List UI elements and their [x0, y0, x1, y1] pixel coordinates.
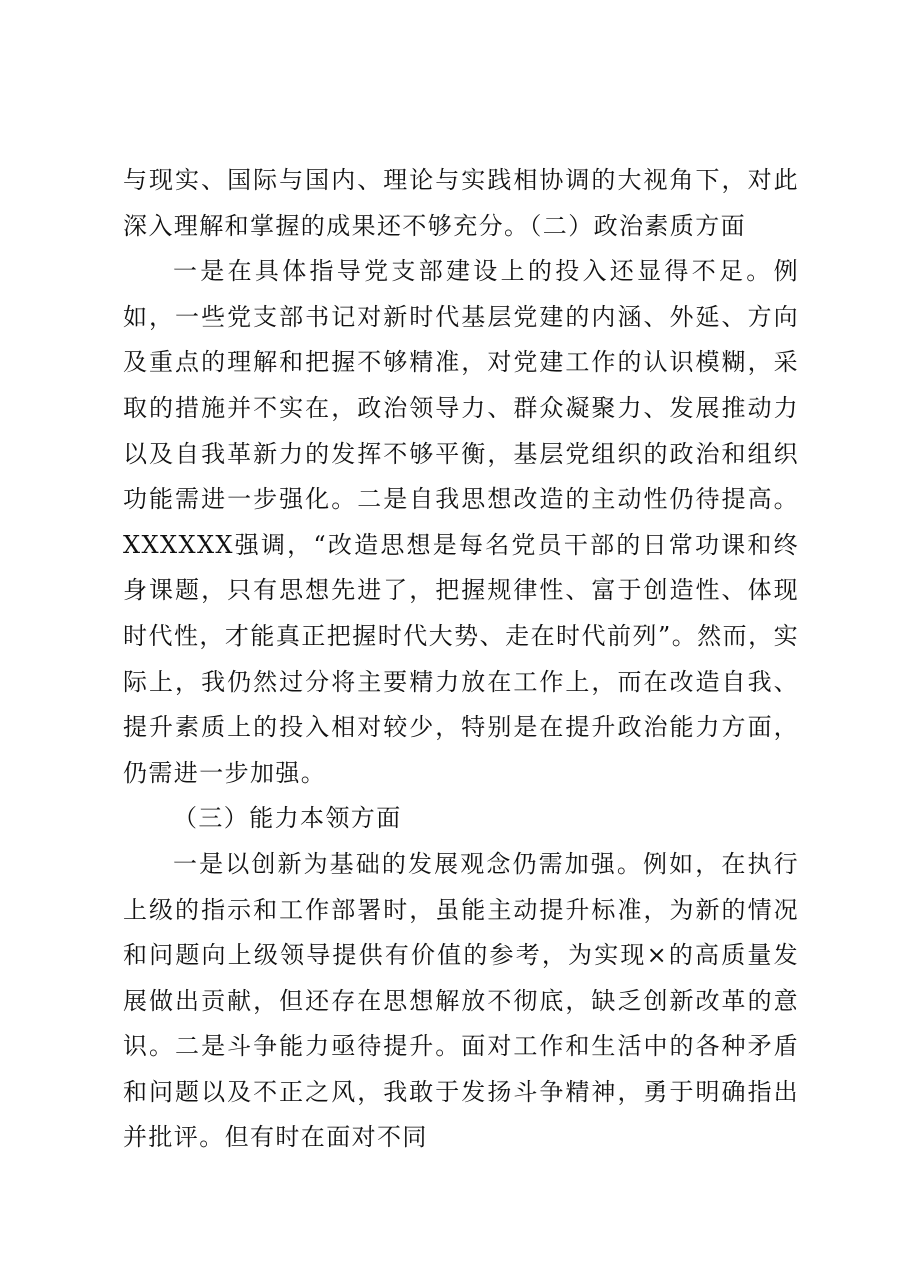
- paragraph-text: 与现实、国际与国内、理论与实践相协调的大视角下，对此深入理解和掌握的成果还不够充分。: [123, 166, 799, 240]
- paragraph-continuation: [123, 158, 799, 249]
- paragraph-ability: 一是以创新为基础的发展观念仍需加强。例如，在执行上级的指示和工作部署时，虽能主动提升标准，为新的情况和问题向上级领导提供有价值的参考，为实现×的高质量发展做出贡献，但还存在思想解放不彻底，缺乏创新改革的意识。二是斗争能力亟待提升。面对工作和生活中的各种矛盾和问题以及不正之风，我敢于发扬斗争精神，勇于明确指出并批评。但有时在面对不同: [123, 849, 799, 1152]
- paragraph-political-quality: 一是在具体指导党支部建设上的投入还显得不足。例如，一些党支部书记对新时代基层党建的内涵、外延、方向及重点的理解和把握不够精准，对党建工作的认识模糊，采取的措施并不实在，政治领导力、群众凝聚力、发展推动力以及自我革新力的发挥不够平衡，基层党组织的政治和组织功能需进一步强化。二是自我思想改造的主动性仍待提高。XXXXXX强调，“改造思想是每名党员干部的日常功课和终身课题，只有思想先进了，把握规律性、富于创造性、体现时代性，才能真正把握时代大势、走在时代前列”。然而，实际上，我仍然过分将主要精力放在工作上，而在改造自我、提升素质上的投入相对较少，特别是在提升政治能力方面，仍需进一步加强。: [123, 257, 799, 787]
- section-heading-ability: （三）能力本领方面: [173, 804, 402, 833]
- section-heading-political-quality: （二）政治素质方面: [529, 211, 747, 240]
- document-body: [123, 158, 799, 1161]
